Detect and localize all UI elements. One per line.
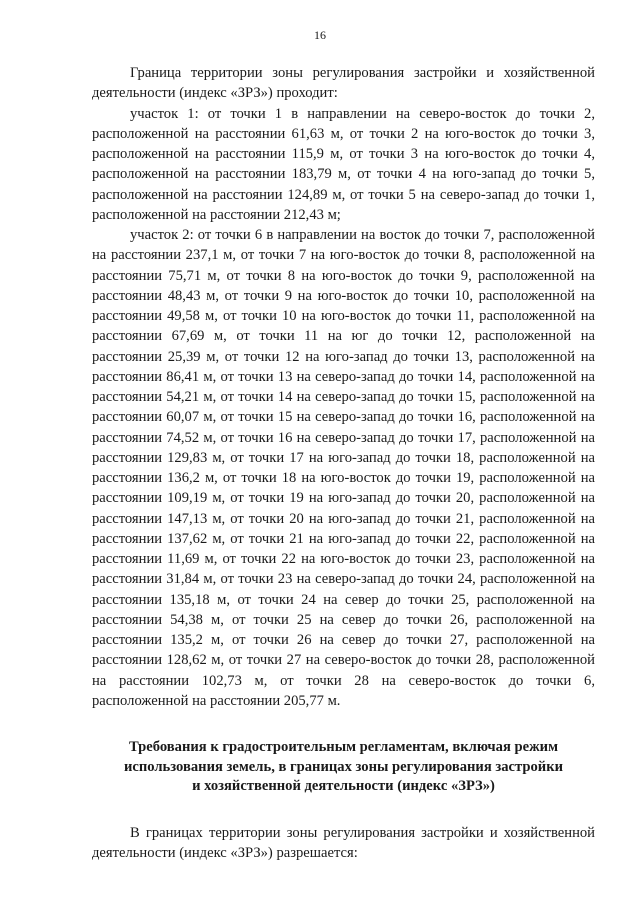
intro-paragraph: Граница территории зоны регулирования застройки и хозяйственной деятельности (индекс «ЗРЗ») проходит: [92, 65, 595, 102]
section-1-paragraph: участок 1: от точки 1 в направлении на северо-восток до точки 2, расположенной на расстоянии 61,63 м, от точки 2 на юго-восток до точки 3, расположенной на расстоянии 115,9 м, от точки 3 на юго-восток до точки 4, расположенной на расстоянии 183,79 м, от точки 4 на юго-запад до точки 5, расположенной на расстоянии 124,89 м, от точки 5 на северо-запад до точки 1, расположенной на расстоянии 212,43 м; [92, 105, 595, 223]
document-body [92, 63, 595, 863]
section-2-paragraph: участок 2: от точки 6 в направлении на восток до точки 7, расположенной на расстоянии 237,1 м, от точки 7 на юго-восток до точки 8, расположенной на расстоянии 75,71 м, от точки 8 на юго-восток до точки 9, расположенной на расстоянии 48,43 м, от точки 9 на юго-восток до точки 10, расположенной на расстоянии 49,58 м, от точки 10 на юго-восток до точки 11, расположенной на расстоянии 67,69 м, от точки 11 на юг до точки 12, расположенной на расстоянии 25,39 м, от точки 12 на юго-запад до точки 13, расположенной на расстоянии 86,41 м, от точки 13 на северо-запад до точки 14, расположенной на расстоянии 54,21 м, от точки 14 на северо-запад до точки 15, расположенной на расстоянии 60,07 м, от точки 15 на северо-запад до точки 16, расположенной на расстоянии 74,52 м, от точки 16 на северо-запад до точки 17, расположенной на расстоянии 129,83 м, от точки 17 на юго-запад до точки 18, расположенной на расстоянии 136,2 м, от точки 18 на юго-восток до точки 19, расположенной на расстоянии 109,19 м, от точки 19 на юго-запад до точки 20, расположенной на расстоянии 147,13 м, от точки 20 на юго-запад до точки 21, расположенной на расстоянии 137,62 м, от точки 21 на юго-запад до точки 22, расположенной на расстоянии 11,69 м, от точки 22 на юго-восток до точки 23, расположенной на расстоянии 31,84 м, от точки 23 на северо-запад до точки 24, расположенной на расстоянии 135,18 м, от точки 24 на север до точки 25, расположенной на расстоянии 54,38 м, от точки 25 на север до точки 26, расположенной на расстоянии 135,2 м, от точки 26 на север до точки 27, расположенной на расстоянии 128,62 м, от точки 27 на северо-восток до точки 28, расположенной на расстоянии 102,73 м, от точки 28 на северо-восток до точки 6, расположенной на расстоянии 205,77 м. [92, 227, 595, 709]
section-heading-line-3: и хозяйственной деятельности (индекс «ЗРЗ») [192, 778, 495, 794]
section-heading-line-2: использования земель, в границах зоны регулирования застройки [123, 758, 564, 775]
closing-paragraph: В границах территории зоны регулирования застройки и хозяйственной деятельности (индекс «ЗРЗ») разрешается: [92, 824, 595, 861]
section-heading-line-1: Требования к градостроительным регламентам, включая режим [128, 739, 559, 755]
page-number: 16 [314, 28, 326, 42]
section-heading [92, 738, 595, 797]
